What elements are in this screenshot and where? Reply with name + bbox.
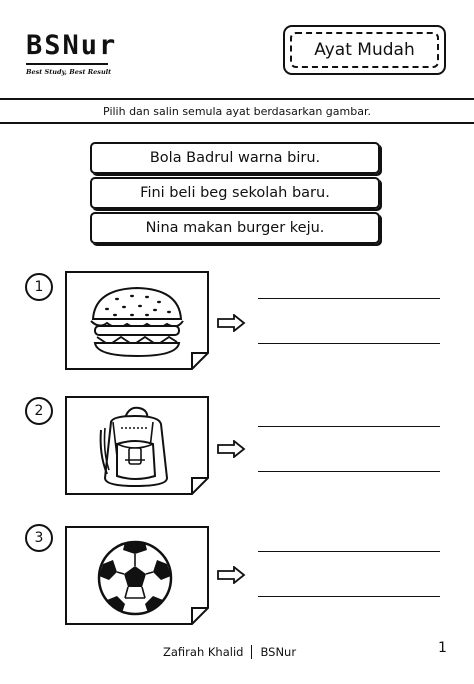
footer-brand: BSNur <box>260 645 297 659</box>
sentence-option-2: Fini beli beg sekolah baru. <box>90 177 380 209</box>
title-box <box>283 25 446 75</box>
question-number-2: 2 <box>25 397 53 425</box>
sentence-option-3: Nina makan burger keju. <box>90 212 380 244</box>
question-number-3: 3 <box>25 524 53 552</box>
instruction-text: Pilih dan salin semula ayat berdasarkan gambar. <box>103 104 371 118</box>
answer-line-1b[interactable] <box>258 343 440 344</box>
arrow-icon <box>216 314 246 332</box>
instruction-bar <box>0 98 474 124</box>
picture-frame-3 <box>65 526 210 624</box>
sentence-option-1: Bola Badrul warna biru. <box>90 142 380 174</box>
picture-frame-2 <box>65 396 210 494</box>
burger-icon <box>87 285 187 359</box>
footer-author: Zafirah Khalid <box>163 645 244 659</box>
answer-line-3a[interactable] <box>258 551 440 552</box>
answer-line-1a[interactable] <box>258 298 440 299</box>
arrow-icon <box>216 440 246 458</box>
page-number: 1 <box>438 640 447 656</box>
brand-name: BSNur <box>26 30 118 61</box>
worksheet-title: Ayat Mudah <box>290 32 439 68</box>
logo-underline <box>26 63 108 65</box>
answer-line-2b[interactable] <box>258 471 440 472</box>
brand-logo <box>26 32 117 76</box>
arrow-icon <box>216 566 246 584</box>
answer-line-3b[interactable] <box>258 596 440 597</box>
footer <box>163 645 296 659</box>
picture-frame-1 <box>65 271 210 369</box>
answer-line-2a[interactable] <box>258 426 440 427</box>
brand-tagline: Best Study, Best Result <box>26 68 112 76</box>
soccer-ball-icon <box>95 538 175 618</box>
question-number-1: 1 <box>25 273 53 301</box>
footer-divider <box>251 645 252 659</box>
school-bag-icon <box>95 404 175 490</box>
